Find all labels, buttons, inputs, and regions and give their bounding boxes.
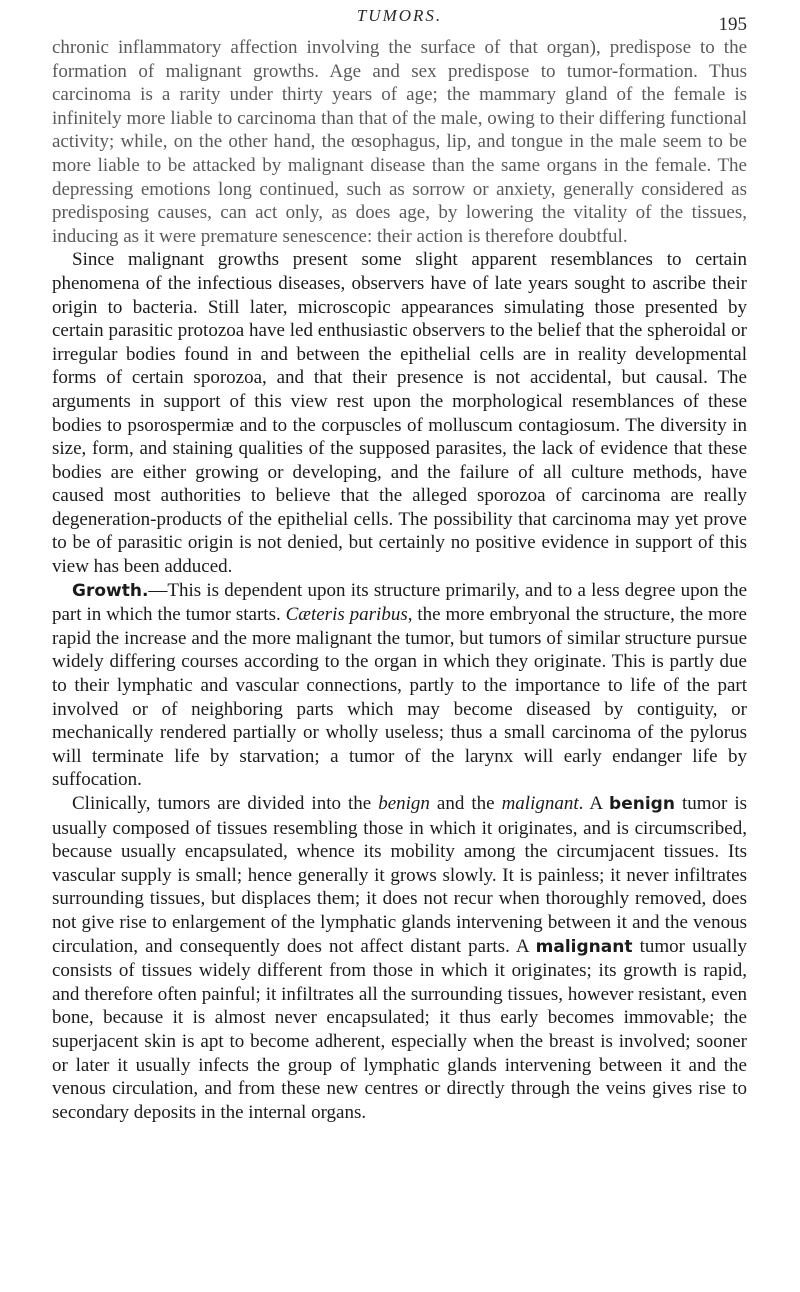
paragraph-text: and the bbox=[429, 793, 502, 814]
bold-term-malignant: malignant bbox=[535, 936, 633, 957]
paragraph-text: chronic inflammatory affection involving the surface of that organ), predispose to the formation of malignant growths. Age and sex predispose to tumor-formation. Thus carcinoma is a rarity under thirty years of age; the mammary gland of the female is infinitely more liable to carcinoma than that of the male, owing to their differing functional activity; while, on the other hand, the œsophagus, lip, and tongue in the male seem to be more liable to be attacked by malignant disease than the same organs in the female. The depressing emotions long continued, such as sorrow or anxiety, generally considered as predisposing causes, can act only, as does age, by lowering the vitality of the tissues, inducing as it were premature senescence: their action is therefore doubtful. bbox=[52, 37, 747, 247]
page-number: 195 bbox=[718, 14, 747, 35]
paragraph-text: Clinically, tumors are divided into the bbox=[72, 793, 379, 814]
body-text bbox=[52, 36, 747, 1124]
paragraph-text: . A bbox=[578, 793, 610, 814]
paragraph-text: , the more embryonal the structure, the more rapid the increase and the more malignant the tumor, but tumors of similar structure pursue widely differing courses according to the organ in which they originate. This is partly due to their lymphatic and vascular connections, partly to the importance to life of the part involved or of neighboring parts which may become diseased by contiguity, or mechanically rendered partially or wholly useless; thus a small carcinoma of the pylorus will terminate life by starvation; a tumor of the larynx will early endanger life by suffocation. bbox=[52, 604, 747, 791]
book-page bbox=[52, 0, 747, 1124]
paragraph-text: tumor usually consists of tissues widely different from those in which it originates; its growth is rapid, and therefore often painful; it infiltrates all the surrounding tissues, however resistant, even bone, because it is almost never encapsulated; it thus early becomes immovable; the superjacent skin is apt to become adherent, especially when the breast is involved; sooner or later it usually infects the group of lymphatic glands intervening between it and the venous circulation, and from these new centres or directly through the veins gives rise to secondary deposits in the internal organs. bbox=[52, 935, 747, 1123]
paragraph-growth bbox=[52, 579, 747, 792]
section-term-growth: Growth. bbox=[72, 580, 149, 601]
paragraph-clinical-division bbox=[52, 792, 747, 1124]
italic-term-malignant: malignant bbox=[501, 793, 579, 814]
paragraph-text: Since malignant growths present some slight apparent resemblances to certain phenomena of the infectious diseases, observers have of late years sought to ascribe their origin to bacteria. Still later, microscopic appearances simulating those presented by certain parasitic protozoa have led enthusiastic observers to the belief that the spheroidal or irregular bodies found in and between the epithelial cells are in reality developmental forms of certain sporozoa, and that their presence is not accidental, but causal. The arguments in support of this view rest upon the morphological resemblances of these bodies to psorospermiæ and to the corpuscles of molluscum contagiosum. The diversity in size, form, and staining qualities of the supposed parasites, the lack of evidence that these bodies are either growing or developing, and the failure of all culture methods, have caused most authorities to believe that the alleged sporozoa of carcinoma are really degeneration-products of the epithelial cells. The possibility that carcinoma may yet prove to be of parasitic origin is not denied, but certainly no positive evidence in support of this view has been adduced. bbox=[52, 249, 747, 578]
running-header bbox=[52, 0, 747, 36]
paragraph-etiology-parasites bbox=[52, 248, 747, 578]
running-title: TUMORS. bbox=[356, 6, 443, 25]
paragraph-text: —This is dependent upon its structure primarily, and to a less degree upon the part in which the tumor starts. bbox=[52, 579, 747, 626]
italic-phrase: Cæteris paribus bbox=[285, 604, 408, 626]
paragraph-text: tumor is usually composed of tissues resembling those in which it originates, and is circumscribed, because usually encapsulated, whence its mobility among the circumjacent tissues. Its vascular supply is small; hence generally it grows slowly. It is painless; it never infiltrates surrounding tissues, but displaces them; it does not recur when thoroughly removed, does not give rise to enlargement of the lymphatic glands intervening between it and the venous circulation, and consequently does not affect distant parts. A bbox=[52, 793, 748, 957]
italic-term-benign: benign bbox=[378, 793, 430, 814]
paragraph-continued bbox=[52, 36, 747, 248]
bold-term-benign: benign bbox=[609, 794, 675, 814]
